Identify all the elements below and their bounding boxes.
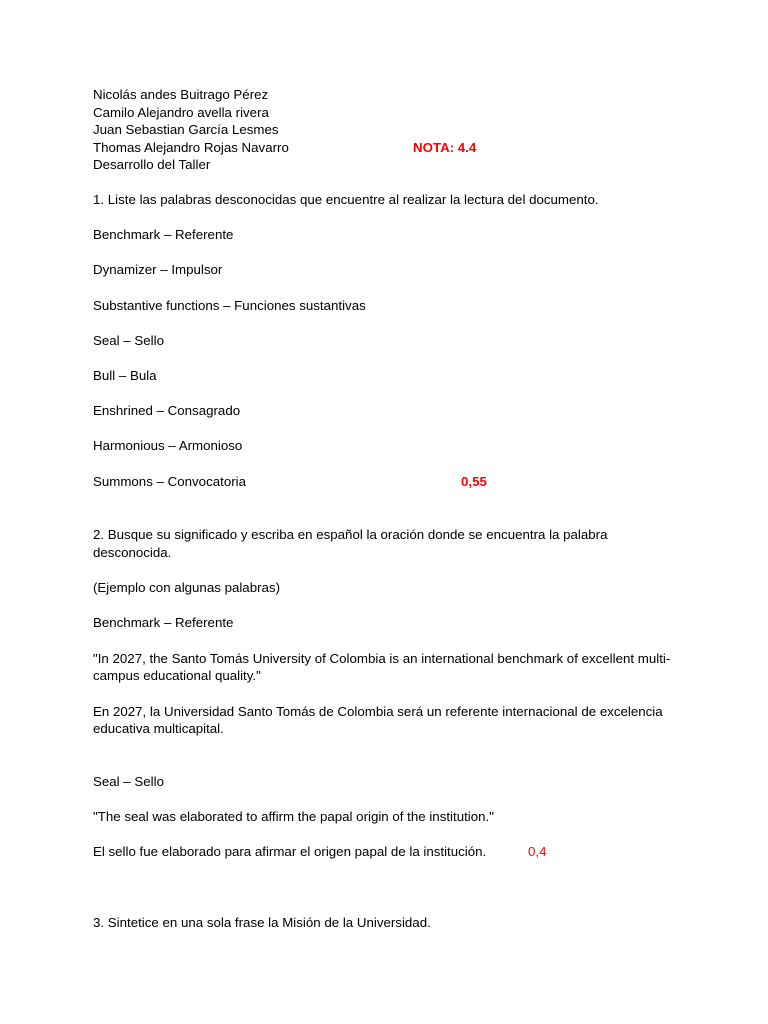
author-name: Thomas Alejandro Rojas Navarro — [93, 139, 289, 155]
author-name: Juan Sebastian García Lesmes — [93, 122, 279, 137]
example-english-sentence: "In 2027, the Santo Tomás University of Colombia is an international benchmark of excellent multi-campus educational quality." — [93, 650, 671, 683]
example-note: (Ejemplo con algunas palabras) — [93, 579, 281, 595]
example-word: Benchmark – Referente — [93, 615, 234, 630]
word-item: Substantive functions – Funciones sustantivas — [93, 297, 366, 313]
word-item: Dynamizer – Impulsor — [93, 262, 223, 277]
author-name: Camilo Alejandro avella rivera — [93, 104, 269, 120]
word-item: Enshrined – Consagrado — [93, 403, 241, 418]
word-item: Bull – Bula — [93, 367, 157, 383]
grade-label: NOTA: 4.4 — [413, 139, 477, 155]
word-item: Harmonious – Armonioso — [93, 438, 243, 453]
word-item: Benchmark – Referente — [93, 227, 234, 242]
example-spanish-sentence: En 2027, la Universidad Santo Tomás de Colombia será un referente internacional de excelencia educativa multicapital. — [93, 703, 663, 736]
word-item: Summons – Convocatoria — [93, 473, 246, 489]
author-name: Nicolás andes Buitrago Pérez — [93, 87, 269, 102]
question-2: 2. Busque su significado y escriba en español la oración donde se encuentra la palabra desconocida. — [93, 527, 608, 560]
word-item: Seal – Sello — [93, 332, 164, 348]
question-3: 3. Sintetice en una sola frase la Misión de la Universidad. — [93, 914, 431, 930]
score-label: 0,55 — [461, 473, 487, 489]
question-1: 1. Liste las palabras desconocidas que encuentre al realizar la lectura del documento. — [93, 192, 599, 207]
example-word: Seal – Sello — [93, 773, 164, 789]
score-label: 0,4 — [528, 844, 547, 859]
example-english-sentence: "The seal was elaborated to affirm the papal origin of the institution." — [93, 809, 494, 824]
document-subtitle: Desarrollo del Taller — [93, 157, 211, 172]
example-spanish-sentence: El sello fue elaborado para afirmar el origen papal de la institución. — [93, 844, 487, 859]
